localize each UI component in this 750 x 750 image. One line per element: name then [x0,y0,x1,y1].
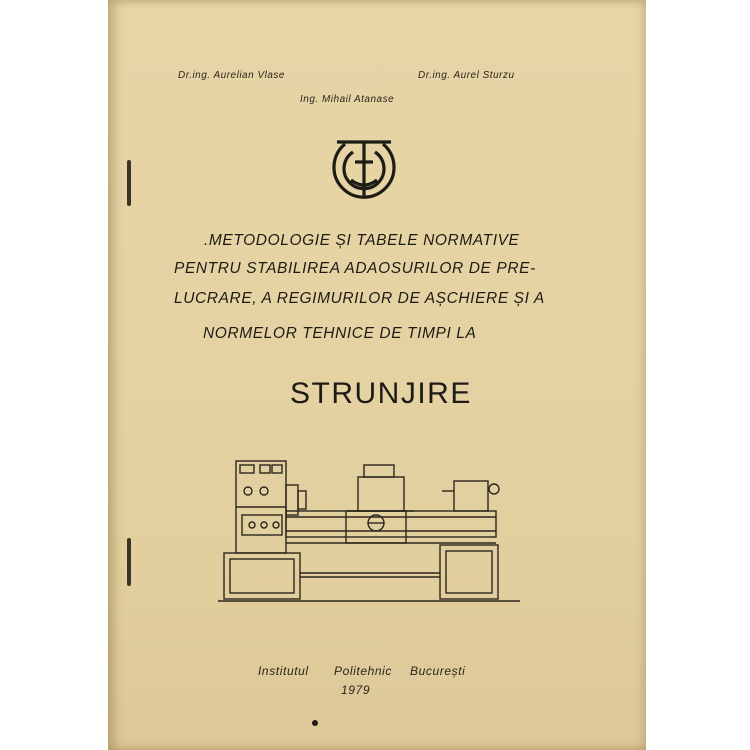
footer-institute-word-3: București [410,664,466,678]
staple-mark-bottom [127,538,131,586]
university-emblem-icon [325,132,403,204]
subtitle-line-3: LUCRARE, A REGIMURILOR DE AȘCHIERE ȘI A [174,290,545,307]
footer-institute-word-1: Institutul [258,664,309,678]
author-left: Dr.ing. Aurelian Vlase [178,70,285,81]
book-cover [108,0,646,750]
subtitle-line-1: .METODOLOGIE ȘI TABELE NORMATIVE [204,232,520,249]
ink-mark-icon [311,719,319,727]
footer-institute-word-2: Politehnic [334,664,393,678]
lathe-machine-drawing [218,455,520,605]
author-right: Dr.ing. Aurel Sturzu [418,70,515,81]
subtitle-line-4: NORMELOR TEHNICE DE TIMPI LA [203,325,477,342]
subtitle-line-2: PENTRU STABILIREA ADAOSURILOR DE PRE- [174,260,536,277]
staple-mark-top [127,160,131,206]
footer-year: 1979 [341,683,371,697]
main-title: STRUNJIRE [290,377,472,410]
author-center: Ing. Mihail Atanase [300,94,395,105]
